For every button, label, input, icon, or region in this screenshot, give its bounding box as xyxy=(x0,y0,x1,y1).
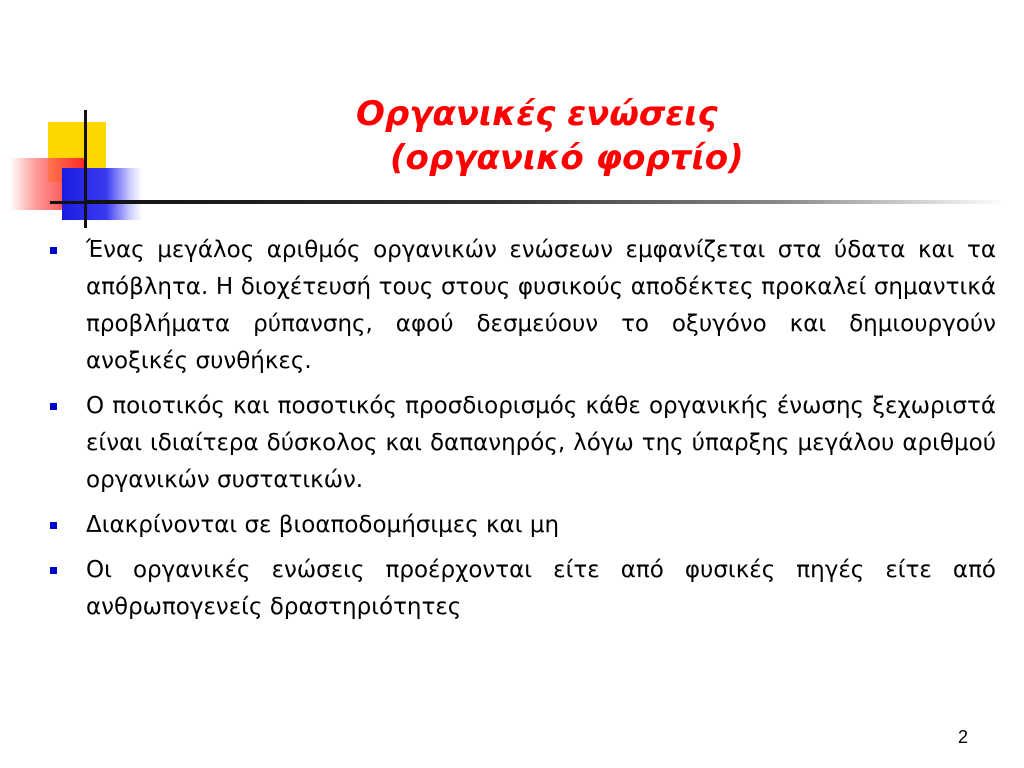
square-bullet-icon xyxy=(50,567,57,574)
slide-title-line-2: (οργανικό φορτίο) xyxy=(390,138,744,179)
logo-vertical-line xyxy=(84,110,87,228)
bullet-item xyxy=(46,552,996,626)
logo-horizontal-line xyxy=(50,201,90,204)
square-bullet-icon xyxy=(50,522,57,529)
bullet-text: Ένας μεγάλος αριθμός οργανικών ενώσεων εμφανίζεται στα ύδατα και τα απόβλητα. Η διοχέτευσή τους στους φυσικούς αποδέκτες προκαλεί σημαντικά προβλήματα ρύπανσης, αφού δεσμεύουν το οξυγόνο και δημιουργούν ανοξικές συνθήκες. xyxy=(86,237,996,374)
bullet-item xyxy=(46,388,996,499)
bullet-text: Ο ποιοτικός και ποσοτικός προσδιορισμός κάθε οργανικής ένωσης ξεχωριστά είναι ιδιαίτερα δύσκολος και δαπανηρός, λόγω της ύπαρξης μεγάλου αριθμού οργανικών συστατικών. xyxy=(86,393,996,493)
bullet-item xyxy=(46,232,996,380)
title-divider xyxy=(86,200,1006,204)
colored-squares-logo-icon xyxy=(0,0,160,240)
square-bullet-icon xyxy=(50,403,57,410)
bullet-text: Οι οργανικές ενώσεις προέρχονται είτε από φυσικές πηγές είτε από ανθρωπογενείς δραστηριότητες xyxy=(86,557,996,620)
bullet-item xyxy=(46,507,996,544)
bullet-list xyxy=(46,232,996,634)
slide-title-line-1: Οργανικές ενώσεις xyxy=(356,94,718,134)
slide-title xyxy=(250,92,930,180)
blue-square xyxy=(62,168,142,220)
bullet-text: Διακρίνονται σε βιοαποδομήσιμες και μη xyxy=(86,512,560,538)
square-bullet-icon xyxy=(50,247,57,254)
page-number: 2 xyxy=(957,727,968,747)
